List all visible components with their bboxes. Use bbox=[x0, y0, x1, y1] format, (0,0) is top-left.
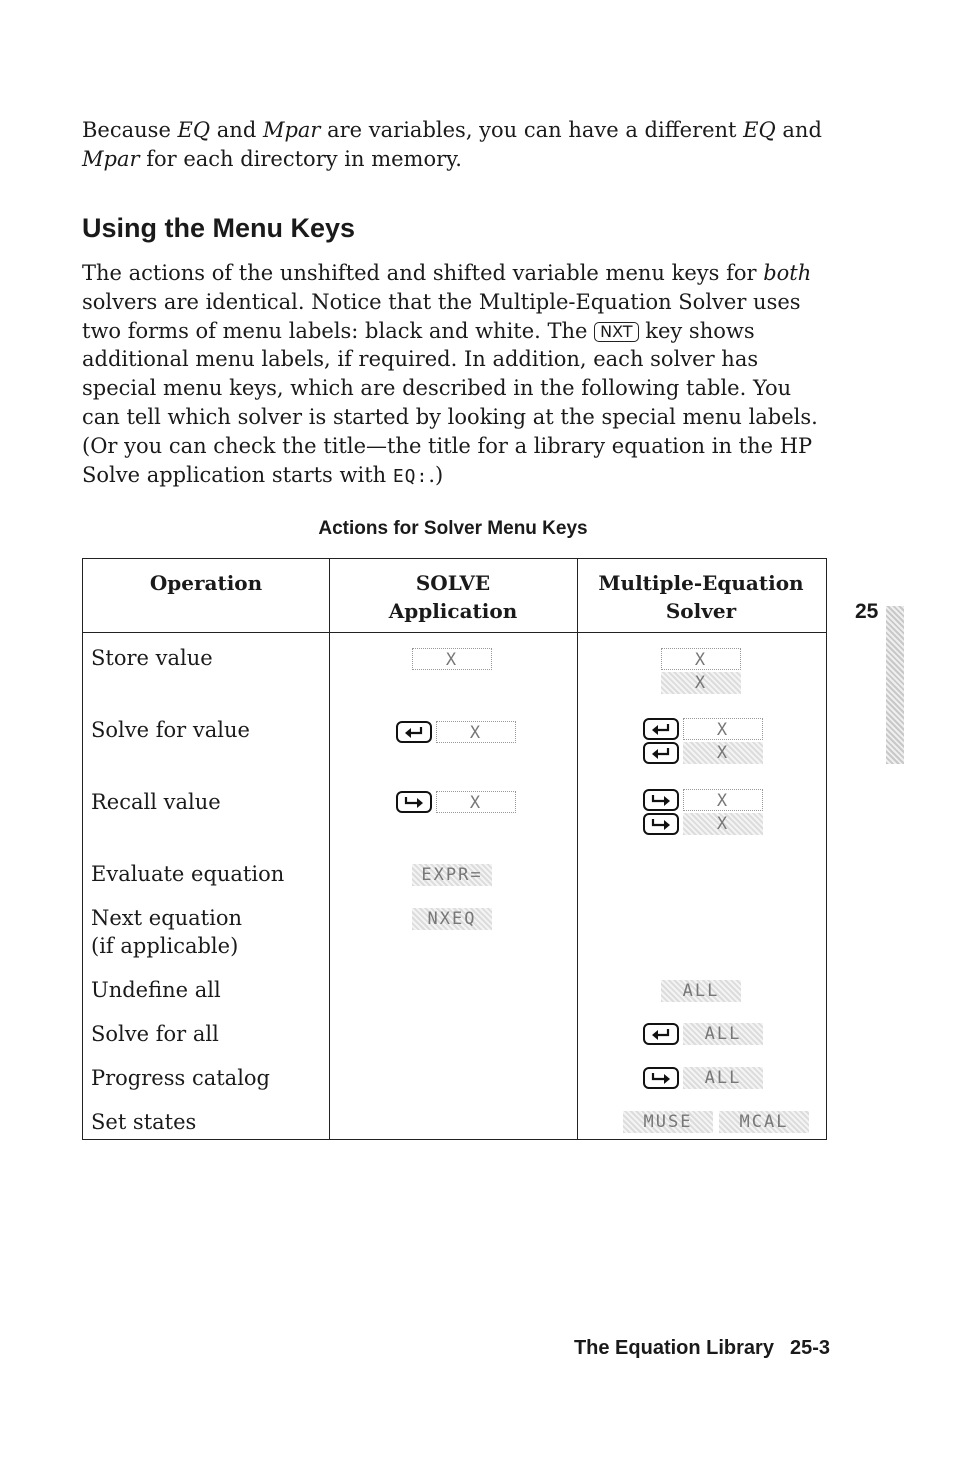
expr-menu-label: EXPR= bbox=[412, 864, 492, 886]
x-menu-label: X bbox=[683, 789, 763, 811]
solve-next-equation-cell bbox=[412, 908, 492, 930]
nxt-key: NXT bbox=[594, 322, 638, 342]
chapter-tab-marker bbox=[886, 606, 904, 764]
all-menu-label: ALL bbox=[683, 1023, 763, 1045]
operation-next-equation: Next equation (if applicable) bbox=[91, 906, 242, 958]
chapter-tab-number: 25 bbox=[855, 600, 879, 623]
mes-store-cell bbox=[661, 648, 741, 694]
section-heading: Using the Menu Keys bbox=[82, 213, 356, 243]
x-menu-label-black: X bbox=[683, 813, 763, 835]
page-number: 25-3 bbox=[789, 1337, 830, 1359]
operation-solve-all: Solve for all bbox=[91, 1022, 219, 1046]
operation-solve-value: Solve for value bbox=[91, 718, 250, 742]
operation-recall-value: Recall value bbox=[91, 790, 221, 814]
left-shift-key-icon bbox=[643, 742, 679, 764]
header-multiple-equation: Multiple-Equation Solver bbox=[598, 571, 804, 623]
right-shift-key-icon bbox=[396, 791, 432, 813]
operation-store-value: Store value bbox=[91, 646, 213, 670]
solve-recall-cell bbox=[396, 791, 516, 813]
left-shift-key-icon bbox=[643, 1023, 679, 1045]
x-menu-label-black: X bbox=[683, 742, 763, 764]
section-paragraph: The actions of the unshifted and shifted variable menu keys for both solvers are identical. Notice that the Multiple-Equation Solver uses two forms of menu labels: black and white. The NXT key shows additional menu labels, if required. In addition, each solver has special menu keys, which are described in the following table. You can tell which solver is started by looking at the special menu labels. (Or you can check the title—the title for a library equation in the HP Solve application starts with EQ:.) bbox=[82, 261, 818, 487]
muse-menu-label: MUSE bbox=[623, 1111, 713, 1133]
header-solve: SOLVE Application bbox=[388, 571, 518, 623]
nxeq-menu-label: NXEQ bbox=[412, 908, 492, 930]
right-shift-key-icon bbox=[643, 789, 679, 811]
mes-progress-catalog-cell bbox=[643, 1067, 763, 1089]
operation-progress-catalog: Progress catalog bbox=[91, 1066, 270, 1090]
column-divider bbox=[329, 559, 330, 1139]
all-menu-label: ALL bbox=[683, 1067, 763, 1089]
x-menu-label-black: X bbox=[661, 672, 741, 694]
solver-keys-table bbox=[82, 558, 827, 1140]
page-footer bbox=[574, 1337, 830, 1360]
mes-solve-cell bbox=[643, 718, 763, 764]
operation-evaluate-equation: Evaluate equation bbox=[91, 862, 285, 886]
solve-store-cell bbox=[412, 648, 492, 670]
left-shift-key-icon bbox=[643, 718, 679, 740]
x-menu-label: X bbox=[683, 718, 763, 740]
left-shift-key-icon bbox=[396, 721, 432, 743]
operation-set-states: Set states bbox=[91, 1110, 197, 1134]
right-shift-key-icon bbox=[643, 1067, 679, 1089]
mes-undefine-all-cell bbox=[661, 980, 741, 1002]
footer-title: The Equation Library bbox=[573, 1337, 774, 1359]
solve-evaluate-cell bbox=[412, 864, 492, 886]
operation-undefine-all: Undefine all bbox=[91, 978, 221, 1002]
mes-recall-cell bbox=[643, 789, 763, 835]
mcal-menu-label: MCAL bbox=[719, 1111, 809, 1133]
solve-solve-cell bbox=[396, 721, 516, 743]
x-menu-label: X bbox=[436, 791, 516, 813]
mes-set-states-cell bbox=[623, 1111, 809, 1133]
intro-paragraph: Because EQ and Mpar are variables, you can have a different EQ and Mpar for each directory in memory. bbox=[82, 118, 822, 171]
x-menu-label: X bbox=[661, 648, 741, 670]
eq-code: EQ: bbox=[392, 465, 429, 487]
right-shift-key-icon bbox=[643, 813, 679, 835]
header-operation: Operation bbox=[149, 571, 263, 595]
x-menu-label: X bbox=[412, 648, 492, 670]
all-menu-label: ALL bbox=[661, 980, 741, 1002]
x-menu-label: X bbox=[436, 721, 516, 743]
mes-solve-all-cell bbox=[643, 1023, 763, 1045]
table-caption: Actions for Solver Menu Keys bbox=[318, 518, 588, 539]
header-divider bbox=[83, 632, 826, 633]
column-divider bbox=[577, 559, 578, 1139]
